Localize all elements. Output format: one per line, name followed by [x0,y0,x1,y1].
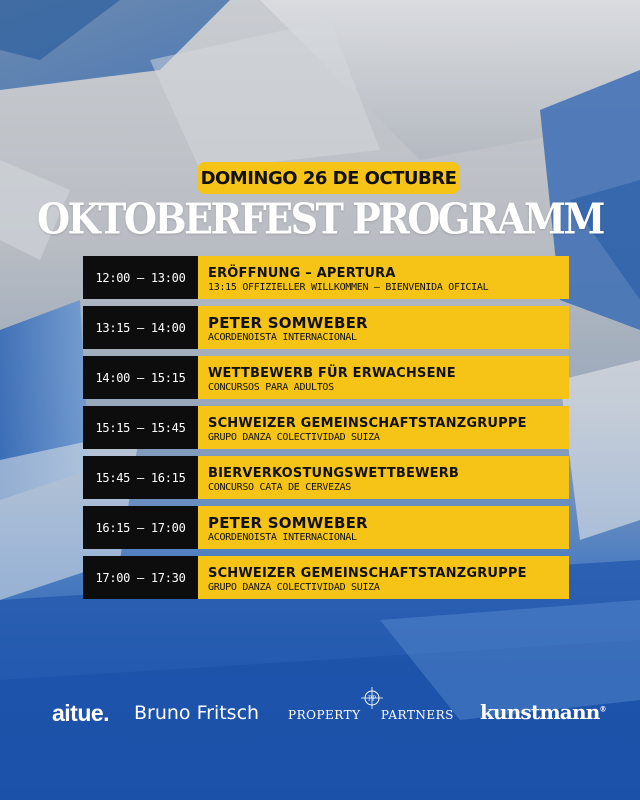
act-title: PETER SOMWEBER [208,313,368,332]
schedule-list [83,256,569,606]
act-title: SCHWEIZER GEMEINSCHAFTSTANZGRUPPE [208,565,527,581]
schedule-row [83,256,569,299]
act-title: BIERVERKOSTUNGSWETTBEWERB [208,465,460,481]
kunstmann-word: kunstmann [480,700,600,724]
partners-word: PARTNERS [380,708,454,722]
time-slot: 15:15 – 15:45 [83,406,198,449]
act-subtitle: ACORDENOISTA INTERNACIONAL [208,531,357,543]
act-title: SCHWEIZER GEMEINSCHAFTSTANZGRUPPE [208,415,527,431]
sponsor-logos [0,696,640,736]
time-slot: 13:15 – 14:00 [83,306,198,349]
event-date-badge: DOMINGO 26 DE OCTUBRE [197,162,460,194]
property-partners-logo [288,708,454,722]
schedule-row [83,506,569,549]
act-info [198,256,569,299]
time-slot: 15:45 – 16:15 [83,456,198,499]
time-slot: 17:00 – 17:30 [83,556,198,599]
act-subtitle: CONCURSO CATA DE CERVEZAS [208,481,352,493]
act-info [198,356,569,399]
act-subtitle: GRUPO DANZA COLECTIVIDAD SUIZA [208,581,380,593]
time-slot: 12:00 – 13:00 [83,256,198,299]
aitue-logo: aitue. [52,700,110,726]
act-title: PETER SOMWEBER [208,513,368,532]
schedule-row [83,456,569,499]
act-info [198,456,569,499]
schedule-row [83,306,569,349]
property-word: PROPERTY [288,708,361,722]
schedule-row [83,406,569,449]
act-subtitle: 13:15 OFFIZIELLER WILLKOMMEN – BIENVENIDA OFICIAL [208,281,489,293]
property-partners-emblem-icon [361,687,383,709]
schedule-row [83,356,569,399]
act-info [198,406,569,449]
kunstmann-logo [480,700,606,724]
act-info [198,306,569,349]
act-info [198,556,569,599]
time-slot: 16:15 – 17:00 [83,506,198,549]
schedule-row [83,556,569,599]
act-info [198,506,569,549]
act-subtitle: ACORDENOISTA INTERNACIONAL [208,331,357,343]
page-title: OKTOBERFEST PROGRAMM [37,193,603,244]
act-subtitle: CONCURSOS PARA ADULTOS [208,381,334,393]
time-slot: 14:00 – 15:15 [83,356,198,399]
act-title: WETTBEWERB FÜR ERWACHSENE [208,365,456,381]
registered-mark: ® [599,704,606,714]
act-subtitle: GRUPO DANZA COLECTIVIDAD SUIZA [208,431,380,443]
act-title: ERÖFFNUNG – APERTURA [208,265,396,281]
bruno-fritsch-logo: Bruno Fritsch [134,702,260,724]
pp-emblem-letters: PP [367,695,377,703]
